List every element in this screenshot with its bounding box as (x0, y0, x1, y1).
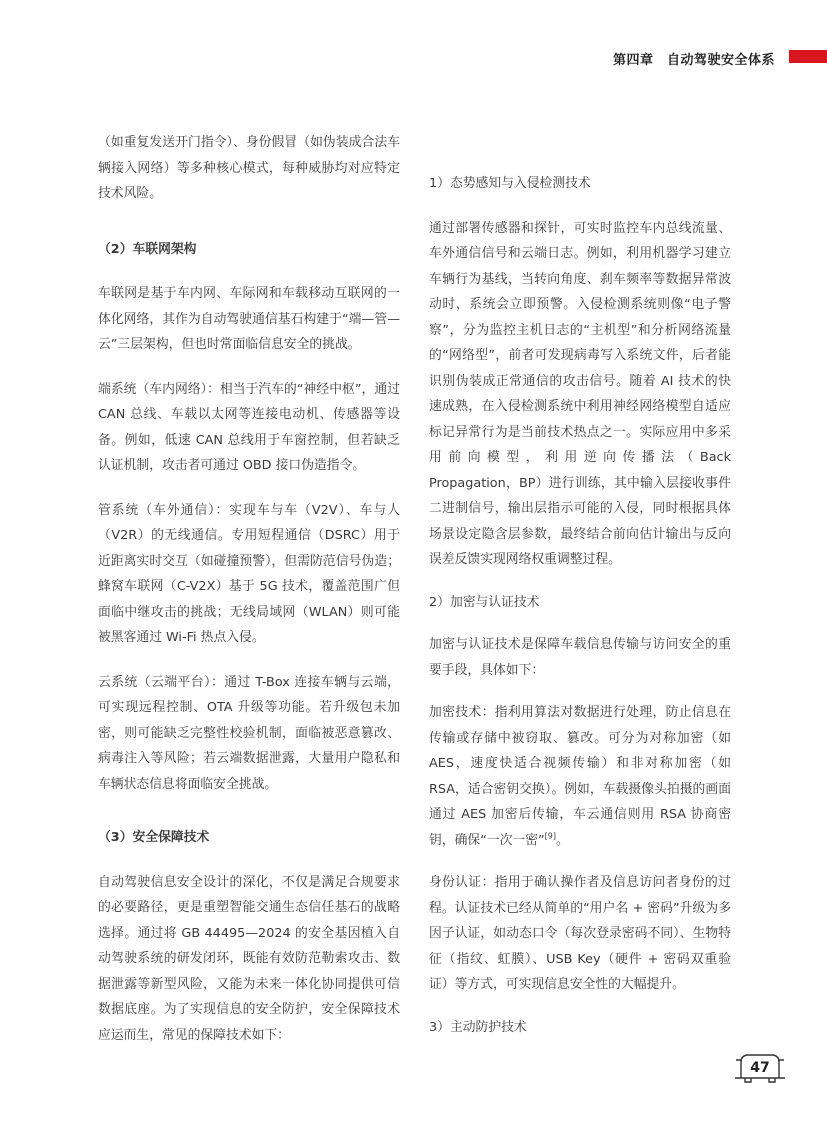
intrusion-detection-paragraph: 通过部署传感器和探针，可实时监控车内总线流量、车外通信信号和云端日志。例如，利用机器学习建立车辆行为基线，当转向角度、刹车频率等数据异常波动时，系统会立即预警。入侵检测系统则像“电子警察”，分为监控主机日志的“主机型”和分析网络流量的“网络型”，前者可发现病毒写入系统文件，后者能识别伪装成正常通信的攻击信号。随着 AI 技术的快速成熟，在入侵检测系统中利用神经网络模型自适应标记异常行为是当前技术热点之一。实际应用中多采用前向模型，利用逆向传播法（Back Propagation，BP）进行训练，其中输入层接收事件二进制信号，输出层指示可能的入侵，同时根据具体场景设定隐含层参数，最终结合前向估计输出与反向误差反馈实现网络权重调整过程。 (429, 220, 731, 567)
left-column (98, 130, 400, 1048)
intro-paragraph: （如重复发送开门指令）、身份假冒（如伪装成合法车辆接入网络）等多种核心模式，每种威胁均对应特定技术风险。 (98, 135, 400, 201)
section-2-paragraph: 车联网是基于车内网、车际网和车载移动互联网的一体化网络，其作为自动驾驶通信基石构建于“端—管—云”三层架构，但也时常面临信息安全的挑战。 (98, 286, 400, 352)
page-number: 47 (750, 1060, 770, 1076)
encryption-paragraph (429, 700, 731, 853)
subsection-3-title: 3）主动防护技术 (429, 1019, 527, 1035)
citation-ref: [9] (544, 831, 556, 841)
cloud-system-paragraph: 云系统（云端平台）：通过 T-Box 连接车辆与云端，可实现远程控制、OTA 升级等功能。若升级包未加密，则可能缺乏完整性校验机制，面临被恶意篡改、病毒注入等风险；若云端数据泄露，大量用户隐私和车辆状态信息将面临安全挑战。 (98, 674, 400, 792)
subsection-1-title: 1）态势感知与入侵检测技术 (429, 176, 591, 191)
authentication-paragraph: 身份认证：指用于确认操作者及信息访问者身份的过程。认证技术已经从简单的“用户名 + 密码”升级为多因子认证，如动态口令（每次登录密码不同）、生物特征（指纹、虹膜）、USB Key（硬件 + 密码双重验证）等方式，可实现信息安全性的大幅提升。 (429, 875, 731, 992)
header-accent-bar (789, 50, 827, 63)
page-badge (733, 1048, 787, 1084)
encryption-text: 加密技术：指利用算法对数据进行处理，防止信息在传输或存储中被窃取、篡改。可分为对称加密（如 AES，速度快适合视频传输）和非对称加密（如 RSA，适合密钥交换）。例如，车载摄像头拍摄的画面通过 AES 加密后传输，车云通信则用 RSA 协商密钥，确保“一次一密” (429, 705, 731, 848)
endpoint-system-paragraph: 端系统（车内网络）：相当于汽车的“神经中枢”，通过 CAN 总线、车载以太网等连接电动机、传感器等设备。例如，低速 CAN 总线用于车窗控制，但若缺乏认证机制，攻击者可通过 OBD 接口伪造指令。 (98, 381, 400, 473)
chapter-title: 第四章 自动驾驶安全体系 (612, 53, 775, 68)
subsection-2-title: 2）加密与认证技术 (429, 594, 540, 610)
section-3-title: （3）安全保障技术 (98, 830, 210, 845)
section-3-paragraph: 自动驾驶信息安全设计的深化，不仅是满足合规要求的必要路径，更是重塑智能交通生态信任基石的战略选择。通过将 GB 44495—2024 的安全基因植入自动驾驶系统的研发闭环，既能有效防范勒索攻击、数据泄露等新型风险，又能为未来一体化协同提供可信数据底座。为了实现信息的安全防护，安全保障技术应运而生，常见的保障技术如下： (98, 874, 400, 1043)
right-column (429, 171, 731, 1040)
crypto-intro-paragraph: 加密与认证技术是保障车载信息传输与访问安全的重要手段，具体如下： (429, 637, 731, 678)
section-2-title: （2）车联网架构 (98, 241, 197, 257)
encryption-end: 。 (555, 832, 569, 848)
pipe-system-paragraph: 管系统（车外通信）：实现车与车（V2V）、车与人（V2R）的无线通信。专用短程通信（DSRC）用于近距离实时交互（如碰撞预警），但需防范信号伪造；蜂窝车联网（C-V2X）基于 5G 技术，覆盖范围广但面临中继攻击的挑战；无线局域网（WLAN）则可能被黑客通过 Wi-Fi 热点入侵。 (98, 502, 400, 645)
